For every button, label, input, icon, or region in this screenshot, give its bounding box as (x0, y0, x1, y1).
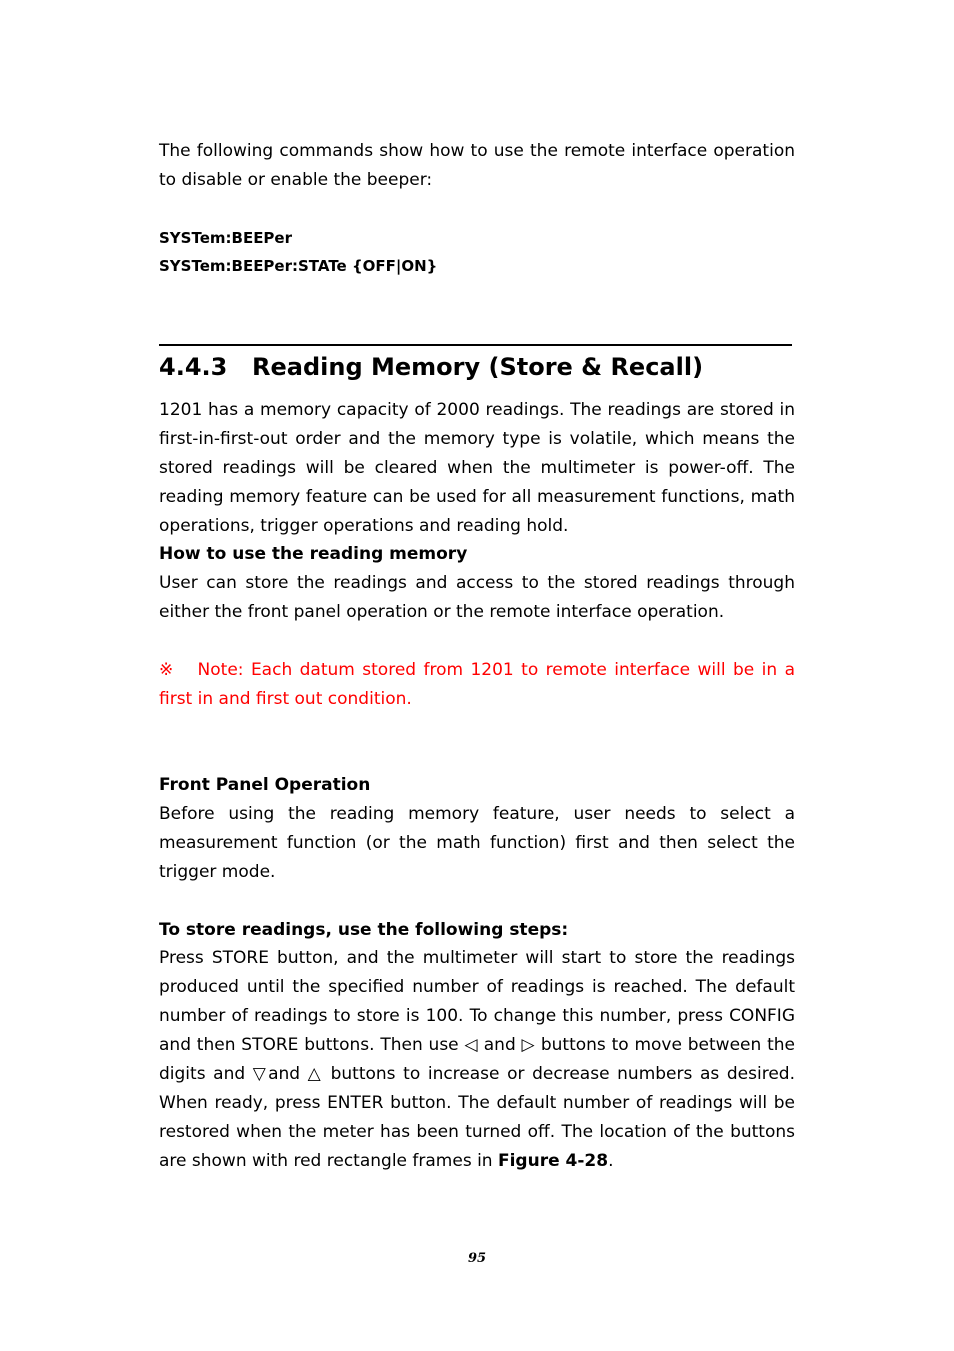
page-number: 95 (467, 1251, 487, 1266)
store-readings-paragraph (159, 944, 795, 1176)
how-to-use-heading: How to use the reading memory (159, 544, 468, 564)
note-symbol: ※ (159, 660, 176, 680)
section-divider (159, 344, 792, 346)
memory-capacity-paragraph: 1201 has a memory capacity of 2000 readings. The readings are stored in first-in-first-out order and the memory type is volatile, which means the stored readings will be cleared when the multimeter is power-off. The reading memory feature can be used for all measurement functions, math operations, trigger operations and reading hold. (159, 400, 795, 536)
section-number: 4.4.3 (159, 353, 228, 381)
note-paragraph (159, 656, 795, 714)
command-beeper-state: SYSTem:BEEPer:STATe {OFF|ON} (159, 257, 438, 275)
command-beeper: SYSTem:BEEPer (159, 229, 293, 247)
intro-paragraph: The following commands show how to use the remote interface operation to disable or enable the beeper: (159, 141, 795, 190)
access-paragraph: User can store the readings and access to the stored readings through either the front panel operation or the remote interface operation. (159, 573, 795, 622)
front-panel-paragraph: Before using the reading memory feature, user needs to select a measurement function (or the math function) first and then select the trigger mode. (159, 804, 795, 882)
note-text: Note: Each datum stored from 1201 to remote interface will be in a first in and first out condition. (159, 660, 795, 709)
store-readings-text: Press STORE button, and the multimeter will start to store the readings produced until the specified number of readings is reached. The default number of readings to store is 100. To change this number, press CONFIG and then STORE buttons. Then use ◁ and ▷ buttons to move between the digits and ▽and △ buttons to increase or decrease numbers as desired. When ready, press ENTER button. The default number of readings will be restored when the meter has been turned off. The location of the buttons are shown with red rectangle frames in (159, 948, 795, 1171)
figure-reference: Figure 4-28 (497, 1151, 609, 1171)
section-heading (159, 350, 703, 384)
front-panel-heading: Front Panel Operation (159, 775, 371, 795)
store-readings-end: . (608, 1151, 614, 1171)
store-readings-heading: To store readings, use the following steps: (159, 920, 569, 940)
section-title: Reading Memory (Store & Recall) (252, 353, 704, 381)
